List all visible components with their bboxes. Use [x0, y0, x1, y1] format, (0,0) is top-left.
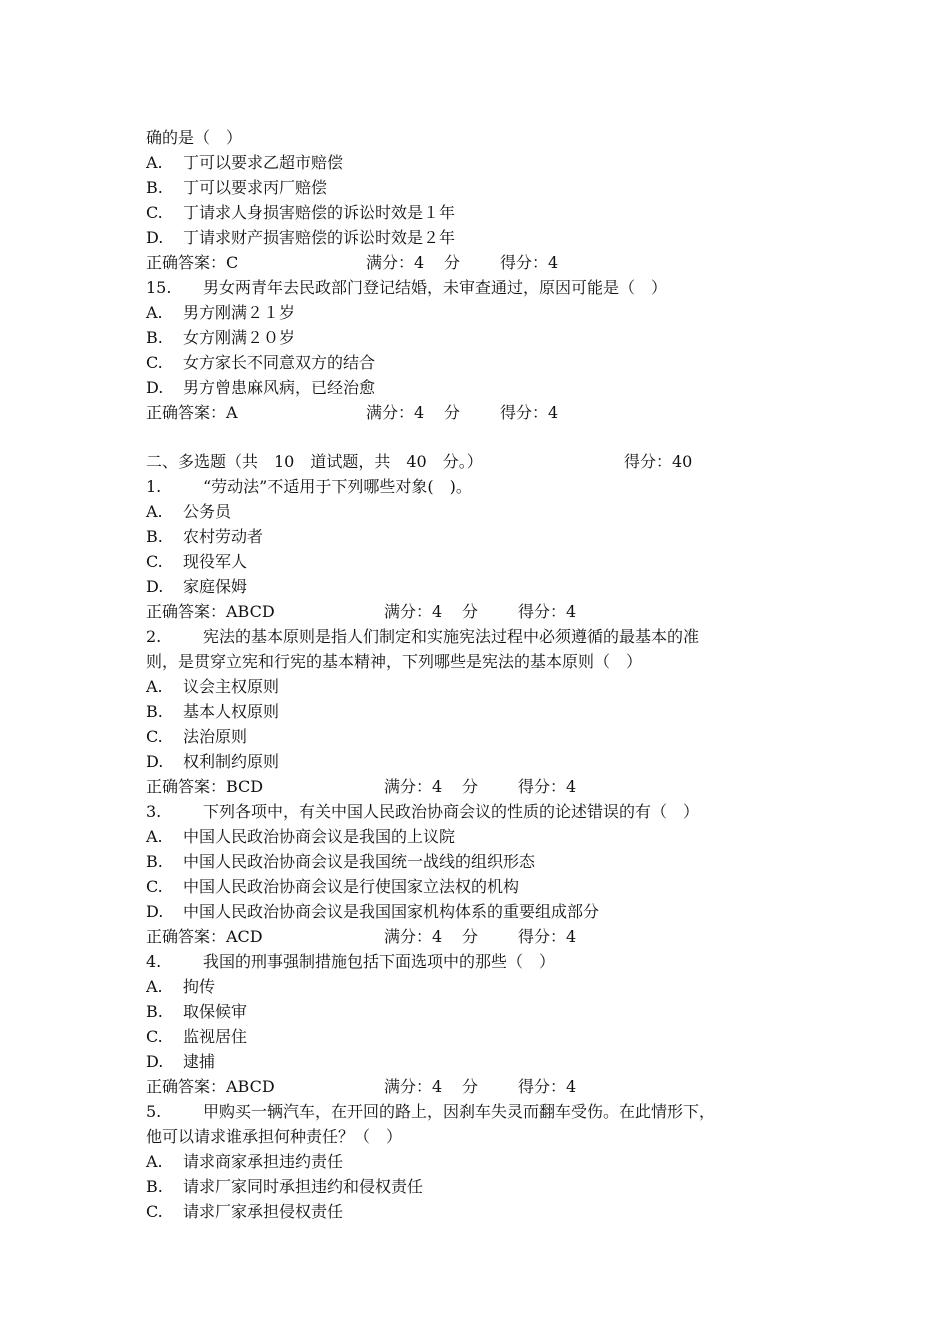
correct-answer: 正确答案：BCD — [146, 777, 264, 796]
question-number: 4. — [146, 952, 162, 971]
full-score: 满分：4 — [384, 777, 443, 796]
option-text: 公务员 — [183, 502, 232, 521]
section-score: 得分：40 — [624, 452, 693, 471]
correct-answer: 正确答案：C — [146, 253, 239, 272]
option-letter: D. — [146, 577, 164, 596]
option-letter: B. — [146, 527, 163, 546]
full-score: 满分：4 — [384, 602, 443, 621]
option-text: 中国人民政治协商会议是我国统一战线的组织形态 — [183, 852, 536, 871]
earned-score: 得分：4 — [518, 927, 577, 946]
option-letter: A. — [146, 153, 163, 172]
option-text: 法治原则 — [183, 727, 248, 746]
option-text: 女方刚满２０岁 — [183, 328, 296, 347]
option-text: 家庭保姆 — [183, 577, 248, 596]
question-number: 3. — [146, 802, 162, 821]
option-c — [146, 1024, 826, 1049]
option-letter: C. — [146, 1027, 163, 1046]
option-b — [146, 1174, 826, 1199]
option-text: 取保候审 — [183, 1002, 248, 1021]
question-text: 下列各项中，有关中国人民政治协商会议的性质的论述错误的有（ ） — [203, 802, 700, 821]
option-b — [146, 699, 826, 724]
question-text: 男女两青年去民政部门登记结婚，未审查通过，原因可能是（ ） — [203, 278, 668, 297]
score-unit: 分 — [462, 777, 479, 796]
answer-line — [146, 924, 826, 949]
question-text: 宪法的基本原则是指人们制定和实施宪法过程中必须遵循的最基本的准 — [203, 627, 700, 646]
option-text: 请求厂家承担侵权责任 — [183, 1202, 344, 1221]
option-text: 议会主权原则 — [183, 677, 280, 696]
score-unit: 分 — [462, 927, 479, 946]
option-b — [146, 999, 826, 1024]
option-a — [146, 300, 826, 325]
question-stem-continued: 则，是贯穿立宪和行宪的基本精神，下列哪些是宪法的基本原则（ ） — [146, 652, 643, 671]
option-a — [146, 824, 826, 849]
score-unit: 分 — [444, 403, 461, 422]
option-text: 丁可以要求乙超市赔偿 — [183, 153, 344, 172]
question-stem — [146, 949, 826, 974]
option-c — [146, 874, 826, 899]
page-content — [146, 125, 826, 1224]
option-a — [146, 1149, 826, 1174]
option-a — [146, 150, 826, 175]
option-text: 权利制约原则 — [183, 752, 280, 771]
question-text: 甲购买一辆汽车，在开回的路上，因刹车失灵而翻车受伤。在此情形下， — [203, 1102, 716, 1121]
option-text: 基本人权原则 — [183, 702, 280, 721]
option-d — [146, 749, 826, 774]
option-c — [146, 724, 826, 749]
option-letter: B. — [146, 852, 163, 871]
question-stem — [146, 799, 826, 824]
correct-answer: 正确答案：ABCD — [146, 1077, 275, 1096]
option-b — [146, 849, 826, 874]
question-number: 2. — [146, 627, 162, 646]
option-letter: C. — [146, 727, 163, 746]
option-b — [146, 524, 826, 549]
option-letter: B. — [146, 1002, 163, 1021]
option-letter: C. — [146, 353, 163, 372]
question-stem-continued: 他可以请求谁承担何种责任？（ ） — [146, 1127, 403, 1146]
option-c — [146, 350, 826, 375]
score-unit: 分 — [444, 253, 461, 272]
option-letter: A. — [146, 502, 163, 521]
score-unit: 分 — [462, 1077, 479, 1096]
option-letter: D. — [146, 1052, 164, 1071]
option-letter: B. — [146, 1177, 163, 1196]
option-d — [146, 574, 826, 599]
correct-answer: 正确答案：A — [146, 403, 238, 422]
option-d — [146, 375, 826, 400]
earned-score: 得分：4 — [518, 1077, 577, 1096]
question-stem: 确的是（ ） — [146, 128, 243, 147]
option-text: 农村劳动者 — [183, 527, 264, 546]
option-b — [146, 325, 826, 350]
option-letter: A. — [146, 1152, 163, 1171]
option-text: 丁请求财产损害赔偿的诉讼时效是２年 — [183, 228, 456, 247]
option-d — [146, 899, 826, 924]
full-score: 满分：4 — [366, 403, 425, 422]
option-letter: D. — [146, 228, 164, 247]
option-letter: D. — [146, 378, 164, 397]
option-text: 逮捕 — [183, 1052, 216, 1071]
question-text: 我国的刑事强制措施包括下面选项中的那些（ ） — [203, 952, 556, 971]
option-letter: D. — [146, 752, 164, 771]
option-d — [146, 1049, 826, 1074]
option-letter: C. — [146, 203, 163, 222]
option-letter: A. — [146, 677, 163, 696]
option-text: 中国人民政治协商会议是我国的上议院 — [183, 827, 456, 846]
option-c — [146, 200, 826, 225]
question-stem — [146, 275, 826, 300]
full-score: 满分：4 — [366, 253, 425, 272]
option-c — [146, 549, 826, 574]
option-text: 请求厂家同时承担违约和侵权责任 — [183, 1177, 424, 1196]
option-letter: C. — [146, 552, 163, 571]
question-text: “劳动法”不适用于下列哪些对象( )。 — [203, 477, 472, 496]
option-text: 女方家长不同意双方的结合 — [183, 353, 376, 372]
option-b — [146, 175, 826, 200]
option-letter: D. — [146, 902, 164, 921]
answer-line — [146, 400, 826, 425]
option-letter: C. — [146, 877, 163, 896]
option-text: 请求商家承担违约责任 — [183, 1152, 344, 1171]
section-title: 二、多选题（共 10 道试题，共 40 分。） — [146, 452, 483, 471]
option-text: 丁可以要求丙厂赔偿 — [183, 178, 328, 197]
option-letter: C. — [146, 1202, 163, 1221]
correct-answer: 正确答案：ACD — [146, 927, 263, 946]
earned-score: 得分：4 — [518, 777, 577, 796]
option-a — [146, 674, 826, 699]
answer-line — [146, 774, 826, 799]
option-d — [146, 225, 826, 250]
option-a — [146, 974, 826, 999]
option-a — [146, 499, 826, 524]
option-letter: B. — [146, 702, 163, 721]
correct-answer: 正确答案：ABCD — [146, 602, 275, 621]
earned-score: 得分：4 — [518, 602, 577, 621]
option-letter: B. — [146, 178, 163, 197]
section-heading — [146, 449, 826, 474]
option-text: 现役军人 — [183, 552, 248, 571]
option-text: 男方刚满２１岁 — [183, 303, 296, 322]
question-number: 5. — [146, 1102, 162, 1121]
option-text: 拘传 — [183, 977, 216, 996]
answer-line — [146, 1074, 826, 1099]
full-score: 满分：4 — [384, 1077, 443, 1096]
option-letter: A. — [146, 977, 163, 996]
answer-line — [146, 599, 826, 624]
option-letter: A. — [146, 827, 163, 846]
question-stem — [146, 624, 826, 649]
answer-line — [146, 250, 826, 275]
earned-score: 得分：4 — [500, 403, 559, 422]
earned-score: 得分：4 — [500, 253, 559, 272]
option-text: 中国人民政治协商会议是行使国家立法权的机构 — [183, 877, 520, 896]
option-letter: A. — [146, 303, 163, 322]
option-text: 丁请求人身损害赔偿的诉讼时效是１年 — [183, 203, 456, 222]
section-gap — [146, 425, 826, 449]
question-stem — [146, 1099, 826, 1124]
score-unit: 分 — [462, 602, 479, 621]
option-text: 中国人民政治协商会议是我国国家机构体系的重要组成部分 — [183, 902, 600, 921]
option-text: 男方曾患麻风病，已经治愈 — [183, 378, 376, 397]
question-number: 15. — [146, 278, 172, 297]
question-number: 1. — [146, 477, 162, 496]
full-score: 满分：4 — [384, 927, 443, 946]
option-text: 监视居住 — [183, 1027, 248, 1046]
question-stem — [146, 474, 826, 499]
option-c — [146, 1199, 826, 1224]
option-letter: B. — [146, 328, 163, 347]
